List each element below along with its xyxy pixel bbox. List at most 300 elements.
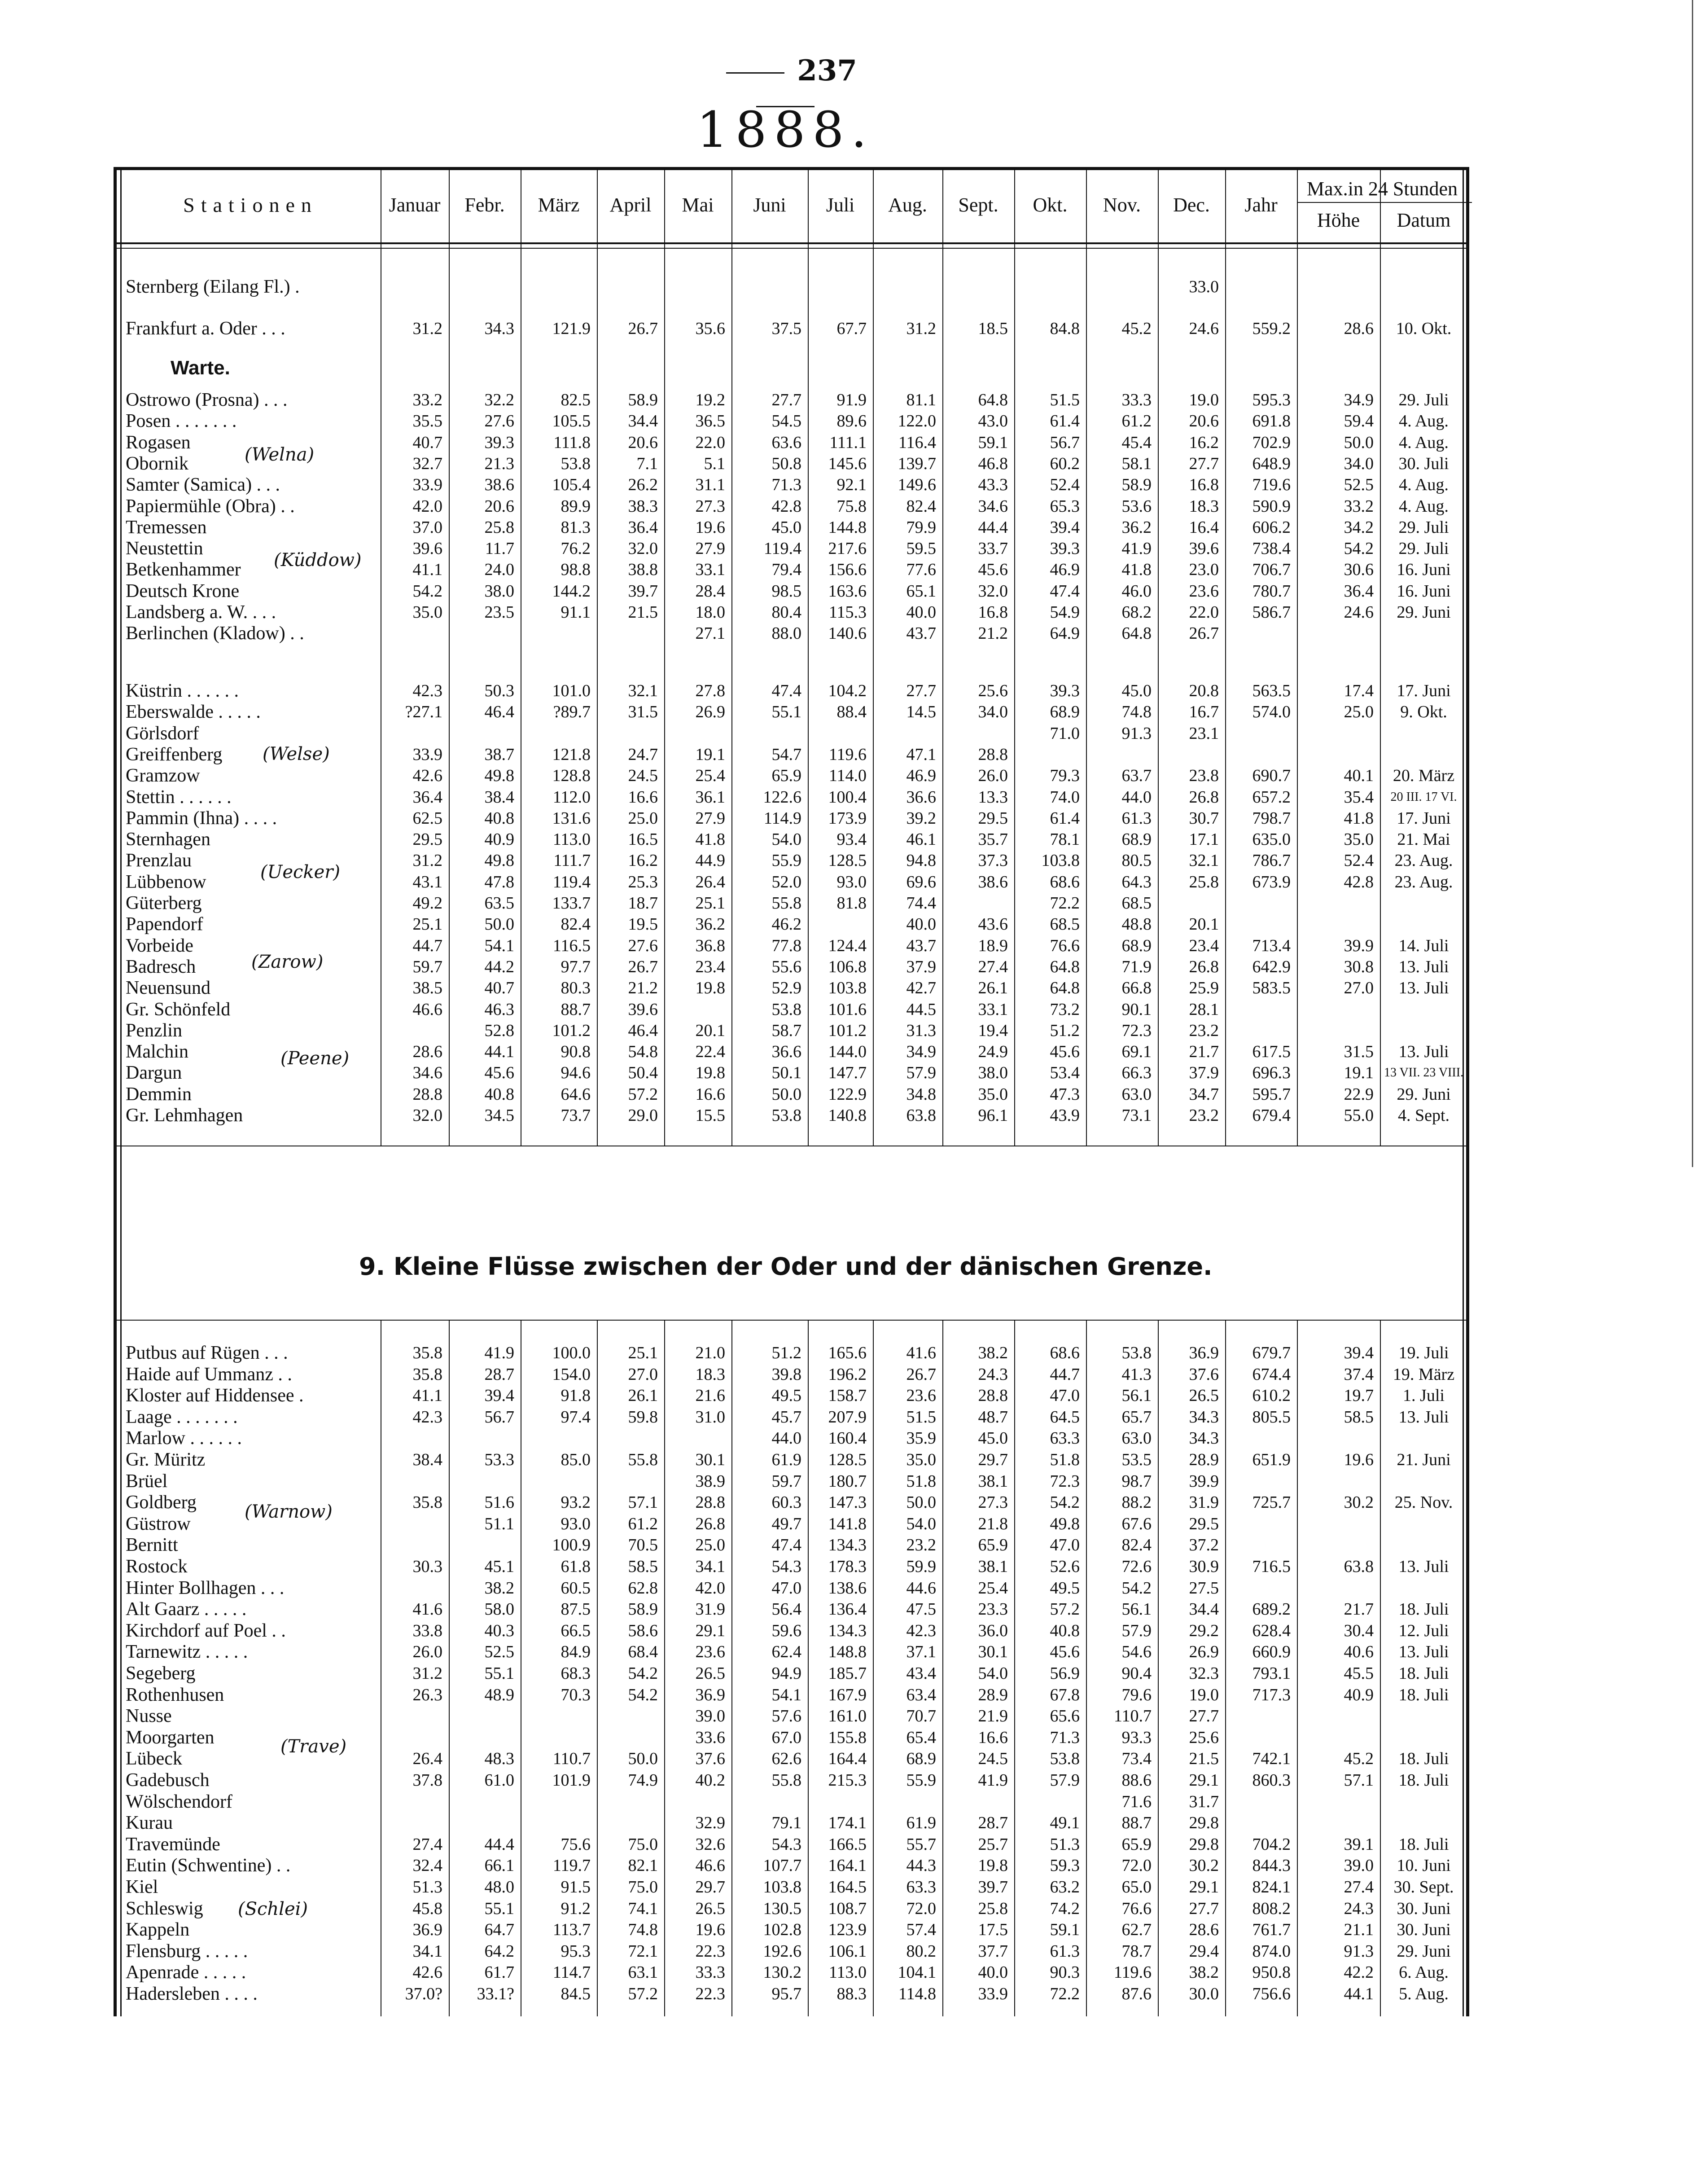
table-cell: 41.8 xyxy=(695,830,725,849)
table-cell: 63.0 xyxy=(1121,1084,1152,1104)
table-cell: 63.2 xyxy=(1050,1878,1080,1896)
table-cell: 26.5 xyxy=(695,1899,725,1918)
table-cell: 36.9 xyxy=(695,1685,725,1704)
table-cell: 36.4 xyxy=(412,787,442,807)
table-cell: 13. Juli xyxy=(1398,1042,1449,1062)
table-cell: 103.8 xyxy=(828,979,867,998)
station-name: Berlinchen (Kladow) . . xyxy=(126,623,304,644)
table-row xyxy=(126,1427,1467,1449)
page-year: 1888. xyxy=(696,101,874,158)
table-cell: 25.3 xyxy=(628,872,658,891)
header-rule-thin xyxy=(114,248,1469,249)
table-cell: 88.6 xyxy=(1121,1771,1152,1790)
table-cell: 29.7 xyxy=(695,1878,725,1896)
table-cell: 81.1 xyxy=(906,391,936,409)
table-cell: 61.7 xyxy=(484,1963,514,1982)
table-cell: 68.6 xyxy=(1050,872,1080,891)
table-cell: 7.1 xyxy=(636,454,658,473)
table-cell: 679.7 xyxy=(1252,1343,1291,1362)
table-cell: 43.9 xyxy=(1050,1106,1080,1125)
table-cell: 65.4 xyxy=(906,1728,936,1747)
table-cell: 42.6 xyxy=(412,766,442,786)
table-cell: 40.9 xyxy=(1344,1685,1374,1704)
table-cell: 40.8 xyxy=(484,1084,514,1104)
station-name: Hadersleben . . . . xyxy=(126,1984,258,2004)
table-row xyxy=(126,1834,1467,1855)
table-cell: 648.9 xyxy=(1252,454,1291,473)
table-cell: 39.3 xyxy=(1050,681,1080,700)
table-cell: 38.8 xyxy=(628,560,658,579)
table-cell: 55.6 xyxy=(771,957,801,976)
table-cell: 5.1 xyxy=(704,454,725,473)
table-cell: 42.3 xyxy=(906,1621,936,1640)
table-cell: 40.7 xyxy=(412,433,442,452)
table-row xyxy=(126,496,1467,517)
station-name: Marlow . . . . . . xyxy=(126,1428,242,1449)
station-name: Eutin (Schwentine) . . xyxy=(126,1855,291,1876)
table-cell: 91.3 xyxy=(1121,724,1152,743)
table-cell: 26.7 xyxy=(628,319,658,338)
table-cell: 18.3 xyxy=(1189,496,1219,516)
table-cell: 53.3 xyxy=(484,1450,514,1469)
table-cell: 95.3 xyxy=(561,1941,591,1961)
table-cell: 45.0 xyxy=(978,1429,1008,1448)
table-cell: 27.7 xyxy=(1189,454,1219,473)
station-name: Kirchdorf auf Poel . . xyxy=(126,1620,286,1641)
table-cell: 88.7 xyxy=(561,1000,591,1019)
table-cell: 87.5 xyxy=(561,1600,591,1619)
header-month: Febr. xyxy=(464,193,505,216)
table-cell: 29. Juli xyxy=(1398,539,1449,558)
table-cell: 70.5 xyxy=(628,1536,658,1555)
table-cell: 57.6 xyxy=(771,1707,801,1726)
table-cell: 33.1 xyxy=(695,560,725,579)
table-cell: 27.1 xyxy=(695,624,725,643)
table-cell: 33.7 xyxy=(978,539,1008,558)
table-cell: 37.2 xyxy=(1189,1536,1219,1555)
table-cell: 64.8 xyxy=(1050,957,1080,976)
table-cell: 30.2 xyxy=(1344,1493,1374,1512)
table-cell: 742.1 xyxy=(1252,1749,1291,1769)
station-name: Papendorf xyxy=(126,914,203,935)
table-row xyxy=(126,276,1467,298)
table-cell: 719.6 xyxy=(1252,475,1291,495)
table-cell: 39.3 xyxy=(484,433,514,452)
table-cell: 56.9 xyxy=(1050,1664,1080,1683)
station-name: Malchin xyxy=(126,1041,188,1062)
table-cell: 36.2 xyxy=(695,915,725,934)
table-cell: 27.6 xyxy=(628,936,658,955)
table-cell: 28.6 xyxy=(412,1042,442,1062)
table-cell: 90.3 xyxy=(1050,1963,1080,1982)
table-cell: 18. Juli xyxy=(1398,1835,1449,1854)
table-cell: 77.6 xyxy=(906,560,936,579)
table-cell: 50.0 xyxy=(906,1493,936,1512)
table-cell: 29.5 xyxy=(1189,1514,1219,1533)
table-cell: 45.1 xyxy=(484,1557,514,1576)
table-cell: 32.0 xyxy=(628,539,658,558)
table-cell: 110.7 xyxy=(1113,1707,1152,1726)
table-cell: 54.2 xyxy=(1050,1493,1080,1512)
station-name: Neustettin xyxy=(126,538,203,559)
table-cell: 18.0 xyxy=(695,603,725,622)
station-name: Travemünde xyxy=(126,1834,220,1855)
table-cell: 27.7 xyxy=(771,391,801,409)
table-cell: 20.6 xyxy=(1189,412,1219,431)
table-cell: 72.0 xyxy=(1121,1856,1152,1875)
table-cell: 48.9 xyxy=(484,1685,514,1704)
table-row xyxy=(126,1471,1467,1492)
table-cell: 52.9 xyxy=(771,979,801,998)
table-cell: 54.3 xyxy=(771,1557,801,1576)
table-cell: 16.6 xyxy=(978,1728,1008,1747)
table-cell: 67.0 xyxy=(771,1728,801,1747)
table-cell: 10. Juni xyxy=(1397,1856,1451,1875)
table-cell: 32.3 xyxy=(1189,1664,1219,1683)
table-cell: 44.0 xyxy=(1121,787,1152,807)
table-cell: 47.3 xyxy=(1050,1084,1080,1104)
table-cell: 35.0 xyxy=(412,603,442,622)
table-row xyxy=(126,701,1467,723)
river-label-zarow: (Zarow) xyxy=(251,952,324,972)
table-cell: 114.9 xyxy=(763,808,801,828)
table-cell: 37.9 xyxy=(906,957,936,976)
table-cell: 31.5 xyxy=(628,702,658,722)
table-cell: 30.7 xyxy=(1189,808,1219,828)
header-month: März xyxy=(538,193,580,216)
station-name: Sternberg (Eilang Fl.) . xyxy=(126,277,300,297)
table-cell: 196.2 xyxy=(828,1365,867,1384)
table-cell: 82.4 xyxy=(906,496,936,516)
table-cell: 35.0 xyxy=(978,1084,1008,1104)
station-name: Rostock xyxy=(126,1556,188,1577)
table-cell: 19.1 xyxy=(1344,1063,1374,1083)
table-cell: 178.3 xyxy=(828,1557,867,1576)
table-cell: 38.6 xyxy=(484,475,514,495)
table-cell: 34.9 xyxy=(906,1042,936,1062)
table-cell: 53.8 xyxy=(561,454,591,473)
table-cell: 23.6 xyxy=(1189,581,1219,601)
page-number: 237 xyxy=(673,54,898,121)
table-cell: 97.4 xyxy=(561,1407,591,1427)
table-cell: 27.7 xyxy=(906,681,936,700)
table-cell: 58.1 xyxy=(1121,454,1152,473)
table-cell: 24.6 xyxy=(1189,319,1219,338)
table-row xyxy=(126,1556,1467,1577)
station-name: Stettin . . . . . . xyxy=(126,786,232,808)
table-cell: 47.0 xyxy=(771,1578,801,1598)
table-cell: 36.6 xyxy=(771,1042,801,1062)
table-cell: 49.8 xyxy=(484,851,514,870)
table-cell: 47.4 xyxy=(771,681,801,700)
table-cell: 21.1 xyxy=(1344,1920,1374,1940)
table-cell: 10. Okt. xyxy=(1396,319,1452,338)
table-cell: 35.8 xyxy=(412,1365,442,1384)
table-cell: 31.9 xyxy=(1189,1493,1219,1512)
table-cell: 26.8 xyxy=(1189,787,1219,807)
table-cell: 33.1? xyxy=(477,1984,514,2003)
table-cell: 185.7 xyxy=(828,1664,867,1683)
table-cell: 13.3 xyxy=(978,787,1008,807)
table-cell: 128.5 xyxy=(828,851,867,870)
table-cell: 58.7 xyxy=(771,1021,801,1040)
table-cell: 39.8 xyxy=(771,1365,801,1384)
table-cell: 36.0 xyxy=(978,1621,1008,1640)
table-cell: 149.6 xyxy=(898,475,936,495)
table-cell: 100.0 xyxy=(552,1343,591,1362)
table-row xyxy=(126,1791,1467,1813)
table-cell: 54.1 xyxy=(484,936,514,955)
table-cell: 45.7 xyxy=(771,1407,801,1427)
table-cell: 91.2 xyxy=(561,1899,591,1918)
table-cell: 36.8 xyxy=(695,936,725,955)
table-cell: 64.5 xyxy=(1050,1407,1080,1427)
table-cell: 180.7 xyxy=(828,1471,867,1491)
table-cell: 44.4 xyxy=(484,1835,514,1854)
table-cell: 38.2 xyxy=(978,1343,1008,1362)
station-name: Vorbeide xyxy=(126,935,193,956)
table-cell: ?27.1 xyxy=(405,702,442,722)
table-cell: 41.6 xyxy=(906,1343,936,1362)
station-name: Obornik xyxy=(126,453,188,474)
table-cell: 25.8 xyxy=(978,1899,1008,1918)
table-cell: 74.8 xyxy=(1121,702,1152,722)
table-cell: 16.2 xyxy=(628,851,658,870)
table-cell: 30.1 xyxy=(978,1642,1008,1662)
table-cell: 39.0 xyxy=(695,1707,725,1726)
table-cell: 31.0 xyxy=(695,1407,725,1427)
table-cell: 39.0 xyxy=(1344,1856,1374,1875)
table-cell: 41.9 xyxy=(978,1771,1008,1790)
table-cell: 80.5 xyxy=(1121,851,1152,870)
table-cell: 21. Mai xyxy=(1397,830,1450,849)
table-cell: 37.0? xyxy=(405,1984,442,2003)
table-cell: 37.7 xyxy=(978,1941,1008,1961)
table-cell: 44.4 xyxy=(978,518,1008,537)
table-cell: 55.8 xyxy=(771,1771,801,1790)
table-cell: 45.6 xyxy=(1050,1642,1080,1662)
table-cell: 36.6 xyxy=(906,787,936,807)
table-cell: 17.1 xyxy=(1189,830,1219,849)
table-cell: 119.7 xyxy=(552,1856,591,1875)
river-label-welna: (Welna) xyxy=(245,444,315,465)
table-row xyxy=(126,1364,1467,1385)
table-cell: 68.6 xyxy=(1050,1343,1080,1362)
table-cell: 101.2 xyxy=(552,1021,591,1040)
table-cell: 41.8 xyxy=(1344,808,1374,828)
table-cell: 27.3 xyxy=(695,496,725,516)
table-row xyxy=(126,474,1467,496)
table-cell: 30. Juli xyxy=(1398,454,1449,473)
table-cell: 34.3 xyxy=(484,319,514,338)
table-cell: 82.4 xyxy=(1121,1536,1152,1555)
station-name: Ostrowo (Prosna) . . . xyxy=(126,390,288,410)
table-cell: 72.1 xyxy=(628,1941,658,1961)
table-cell: 40.6 xyxy=(1344,1642,1374,1662)
table-row xyxy=(126,1812,1467,1834)
table-cell: 58.9 xyxy=(1121,475,1152,495)
station-name: Brüel xyxy=(126,1471,168,1492)
table-row xyxy=(126,1940,1467,1962)
table-cell: 39.6 xyxy=(1189,539,1219,558)
table-cell: 49.5 xyxy=(1050,1578,1080,1598)
table-cell: 51.2 xyxy=(771,1343,801,1362)
table-cell: 113.0 xyxy=(552,830,591,849)
station-name: Tremessen xyxy=(126,517,207,538)
table-cell: 88.4 xyxy=(836,702,867,722)
table-cell: 20 III. 17 VI. xyxy=(1390,790,1457,804)
table-cell: 25.1 xyxy=(695,894,725,913)
table-cell: 36.5 xyxy=(695,412,725,431)
table-cell: 39.7 xyxy=(628,581,658,601)
table-cell: 87.6 xyxy=(1121,1984,1152,2003)
table-cell: 844.3 xyxy=(1252,1856,1291,1875)
table-cell: 38.1 xyxy=(978,1471,1008,1491)
table-cell: 39.9 xyxy=(1344,936,1374,955)
table-cell: 26.7 xyxy=(1189,624,1219,643)
table-cell: 17. Juni xyxy=(1397,808,1451,828)
table-cell: 63.1 xyxy=(628,1963,658,1982)
table-cell: 161.0 xyxy=(828,1707,867,1726)
table-cell: 54.9 xyxy=(1050,603,1080,622)
table-cell: 144.8 xyxy=(828,518,867,537)
table-cell: 54.2 xyxy=(1344,539,1374,558)
table-cell: 36.9 xyxy=(1189,1343,1219,1362)
table-cell: 74.9 xyxy=(628,1771,658,1790)
table-row xyxy=(126,1855,1467,1876)
table-cell: 47.1 xyxy=(906,745,936,764)
table-cell: 156.6 xyxy=(828,560,867,579)
table-cell: 39.4 xyxy=(484,1386,514,1405)
station-name: Görlsdorf xyxy=(126,723,199,744)
table-cell: 30.9 xyxy=(1189,1557,1219,1576)
table-cell: 51.5 xyxy=(1050,391,1080,409)
station-name: Penzlin xyxy=(126,1020,182,1041)
table-cell: 54.2 xyxy=(412,581,442,601)
table-cell: 38.4 xyxy=(484,787,514,807)
table-cell: 25.1 xyxy=(412,915,442,934)
table-row xyxy=(126,1020,1467,1041)
table-cell: 40.3 xyxy=(484,1621,514,1640)
table-cell: 59.9 xyxy=(906,1557,936,1576)
table-cell: ?89.7 xyxy=(553,702,591,722)
table-cell: 42.3 xyxy=(412,1407,442,1427)
table-cell: 46.3 xyxy=(484,1000,514,1019)
table-cell: 88.7 xyxy=(1121,1813,1152,1833)
table-cell: 16.8 xyxy=(1189,475,1219,495)
table-cell: 56.7 xyxy=(484,1407,514,1427)
table-cell: 28.9 xyxy=(1189,1450,1219,1469)
table-cell: 74.4 xyxy=(906,894,936,913)
table-cell: 71.0 xyxy=(1050,724,1080,743)
table-cell: 48.0 xyxy=(484,1878,514,1896)
table-cell: 75.0 xyxy=(628,1835,658,1854)
table-cell: 158.7 xyxy=(828,1386,867,1405)
table-cell: 29.1 xyxy=(1189,1878,1219,1896)
table-cell: 61.2 xyxy=(1121,412,1152,431)
station-name: Nusse xyxy=(126,1706,172,1727)
table-cell: 27.5 xyxy=(1189,1578,1219,1598)
table-cell: 26.2 xyxy=(628,475,658,495)
table-cell: 101.9 xyxy=(552,1771,591,1790)
table-cell: 38.5 xyxy=(412,979,442,998)
table-cell: 35.8 xyxy=(412,1493,442,1512)
table-cell: 48.8 xyxy=(1121,915,1152,934)
table-cell: 41.9 xyxy=(1121,539,1152,558)
station-name: Goldberg xyxy=(126,1492,197,1513)
table-cell: 65.9 xyxy=(978,1536,1008,1555)
table-cell: 42.0 xyxy=(695,1578,725,1598)
table-cell: 44.7 xyxy=(412,936,442,955)
table-cell: 37.6 xyxy=(1189,1365,1219,1384)
table-cell: 80.4 xyxy=(771,603,801,622)
table-cell: 37.9 xyxy=(1189,1063,1219,1083)
table-cell: 39.1 xyxy=(1344,1835,1374,1854)
table-cell: 18.3 xyxy=(695,1365,725,1384)
table-cell: 131.6 xyxy=(552,808,591,828)
table-cell: 14. Juli xyxy=(1398,936,1449,955)
station-name: Schleswig xyxy=(126,1898,203,1919)
table-cell: 38.0 xyxy=(978,1063,1008,1083)
table-cell: 55.1 xyxy=(484,1664,514,1683)
table-cell: 679.4 xyxy=(1252,1106,1291,1125)
river-label-schlei: (Schlei) xyxy=(238,1899,308,1919)
table-cell: 16.8 xyxy=(978,603,1008,622)
table-cell: 140.8 xyxy=(828,1106,867,1125)
table-row xyxy=(126,1919,1467,1940)
table-row xyxy=(126,1577,1467,1599)
table-cell: 160.4 xyxy=(828,1429,867,1448)
table-cell: 16.4 xyxy=(1189,518,1219,537)
header-rule xyxy=(114,242,1469,244)
table-cell: 808.2 xyxy=(1252,1899,1291,1918)
table-cell: 16.6 xyxy=(628,787,658,807)
table-cell: 128.8 xyxy=(552,766,591,786)
table-cell: 51.6 xyxy=(484,1493,514,1512)
table-cell: 657.2 xyxy=(1252,787,1291,807)
table-cell: 72.0 xyxy=(906,1899,936,1918)
table-cell: 14.5 xyxy=(906,702,936,722)
header-month: Juni xyxy=(753,193,786,216)
table-cell: 94.6 xyxy=(561,1063,591,1083)
table-cell: 76.2 xyxy=(561,539,591,558)
river-label-peene: (Peene) xyxy=(280,1048,350,1069)
table-cell: 130.2 xyxy=(763,1963,801,1982)
table-cell: 28.7 xyxy=(978,1813,1008,1833)
station-name: Deutsch Krone xyxy=(126,580,240,601)
table-cell: 696.3 xyxy=(1252,1063,1291,1083)
table-cell: 63.8 xyxy=(1344,1557,1374,1576)
station-name: Kappeln xyxy=(126,1919,190,1940)
table-cell: 94.9 xyxy=(771,1664,801,1683)
table-cell: 49.8 xyxy=(484,766,514,786)
table-cell: 55.7 xyxy=(906,1835,936,1854)
table-cell: 58.9 xyxy=(628,391,658,409)
table-cell: 26.8 xyxy=(695,1514,725,1533)
table-cell: 57.2 xyxy=(628,1984,658,2003)
table-cell: 21.6 xyxy=(695,1386,725,1405)
table-cell: 55.9 xyxy=(771,851,801,870)
table-cell: 702.9 xyxy=(1252,433,1291,452)
table-cell: 5. Aug. xyxy=(1399,1984,1449,2003)
table-cell: 42.0 xyxy=(412,496,442,516)
table-cell: 31.2 xyxy=(412,1664,442,1683)
station-name: Kiel xyxy=(126,1877,158,1897)
table-row xyxy=(126,723,1467,744)
table-cell: 44.5 xyxy=(906,1000,936,1019)
table-cell: 30.0 xyxy=(1189,1984,1219,2003)
table-cell: 64.8 xyxy=(1050,979,1080,998)
